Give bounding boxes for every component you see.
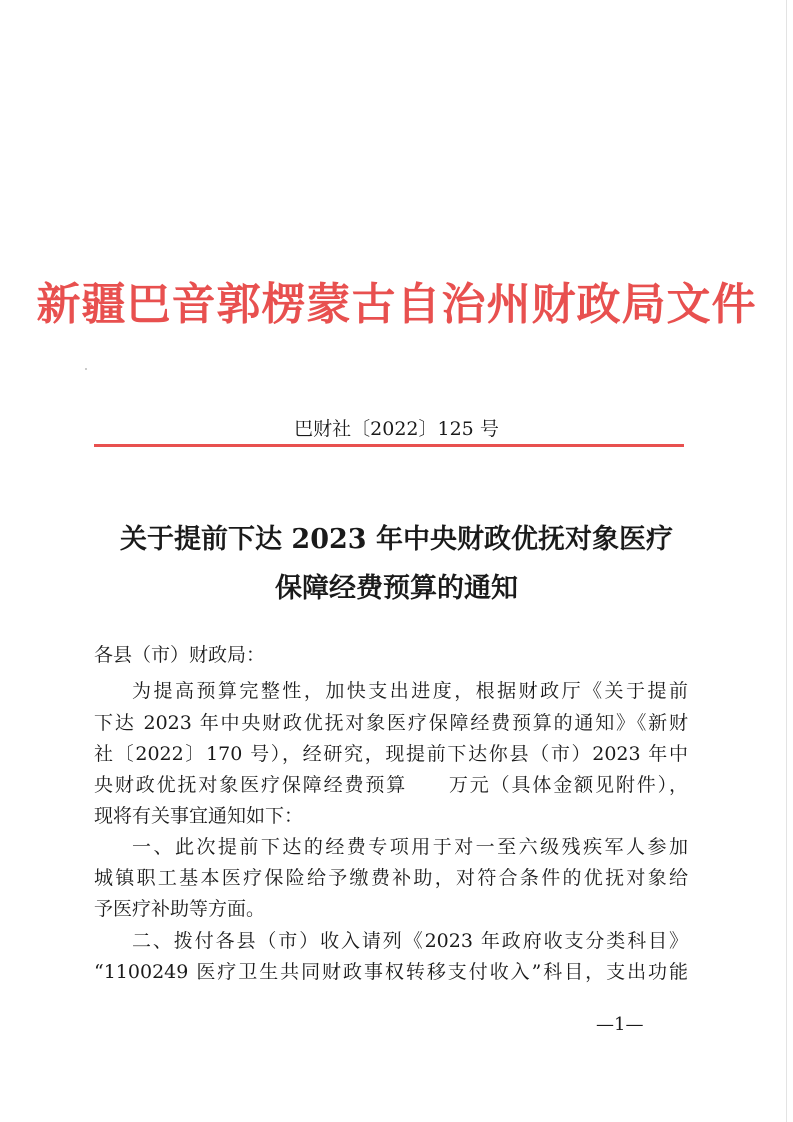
body-line: 城镇职工基本医疗保险给予缴费补助，对符合条件的优抚对象给 <box>94 867 688 889</box>
body-line: 一、此次提前下达的经费专项用于对一至六级残疾军人参加 <box>132 836 688 858</box>
addressee: 各县（市）财政局： <box>94 644 266 666</box>
issuer-header-title: 新疆巴音郭楞蒙古自治州财政局文件 <box>36 279 757 330</box>
page-number: —1— <box>596 1014 644 1035</box>
body-line: 为提高预算完整性，加快支出进度，根据财政厅《关于提前 <box>132 680 688 702</box>
body-line: 予医疗补助等方面。 <box>94 898 266 920</box>
body-line: 二、拨付各县（市）收入请列《2023 年政府收支分类科目》 <box>132 930 688 952</box>
page-edge <box>786 0 787 1122</box>
notice-title-line-1: 关于提前下达 2023 年中央财政优抚对象医疗 <box>120 524 673 555</box>
red-separator-line <box>94 444 684 447</box>
scan-speck <box>85 368 87 370</box>
body-line: 现将有关事宜通知如下： <box>94 805 304 827</box>
body-line: 社〔2022〕170 号），经研究，现提前下达你县（市）2023 年中 <box>94 743 688 765</box>
body-line: 下达 2023 年中央财政优抚对象医疗保障经费预算的通知》《新财 <box>94 712 688 734</box>
body-line: 央财政优抚对象医疗保障经费预算 万元（具体金额见附件）， <box>94 774 688 796</box>
body-line: “1100249 医疗卫生共同财政事权转移支付收入”科目，支出功能 <box>94 961 688 983</box>
notice-title-line-2: 保障经费预算的通知 <box>275 573 518 604</box>
document-number: 巴财社〔2022〕125 号 <box>294 418 499 440</box>
